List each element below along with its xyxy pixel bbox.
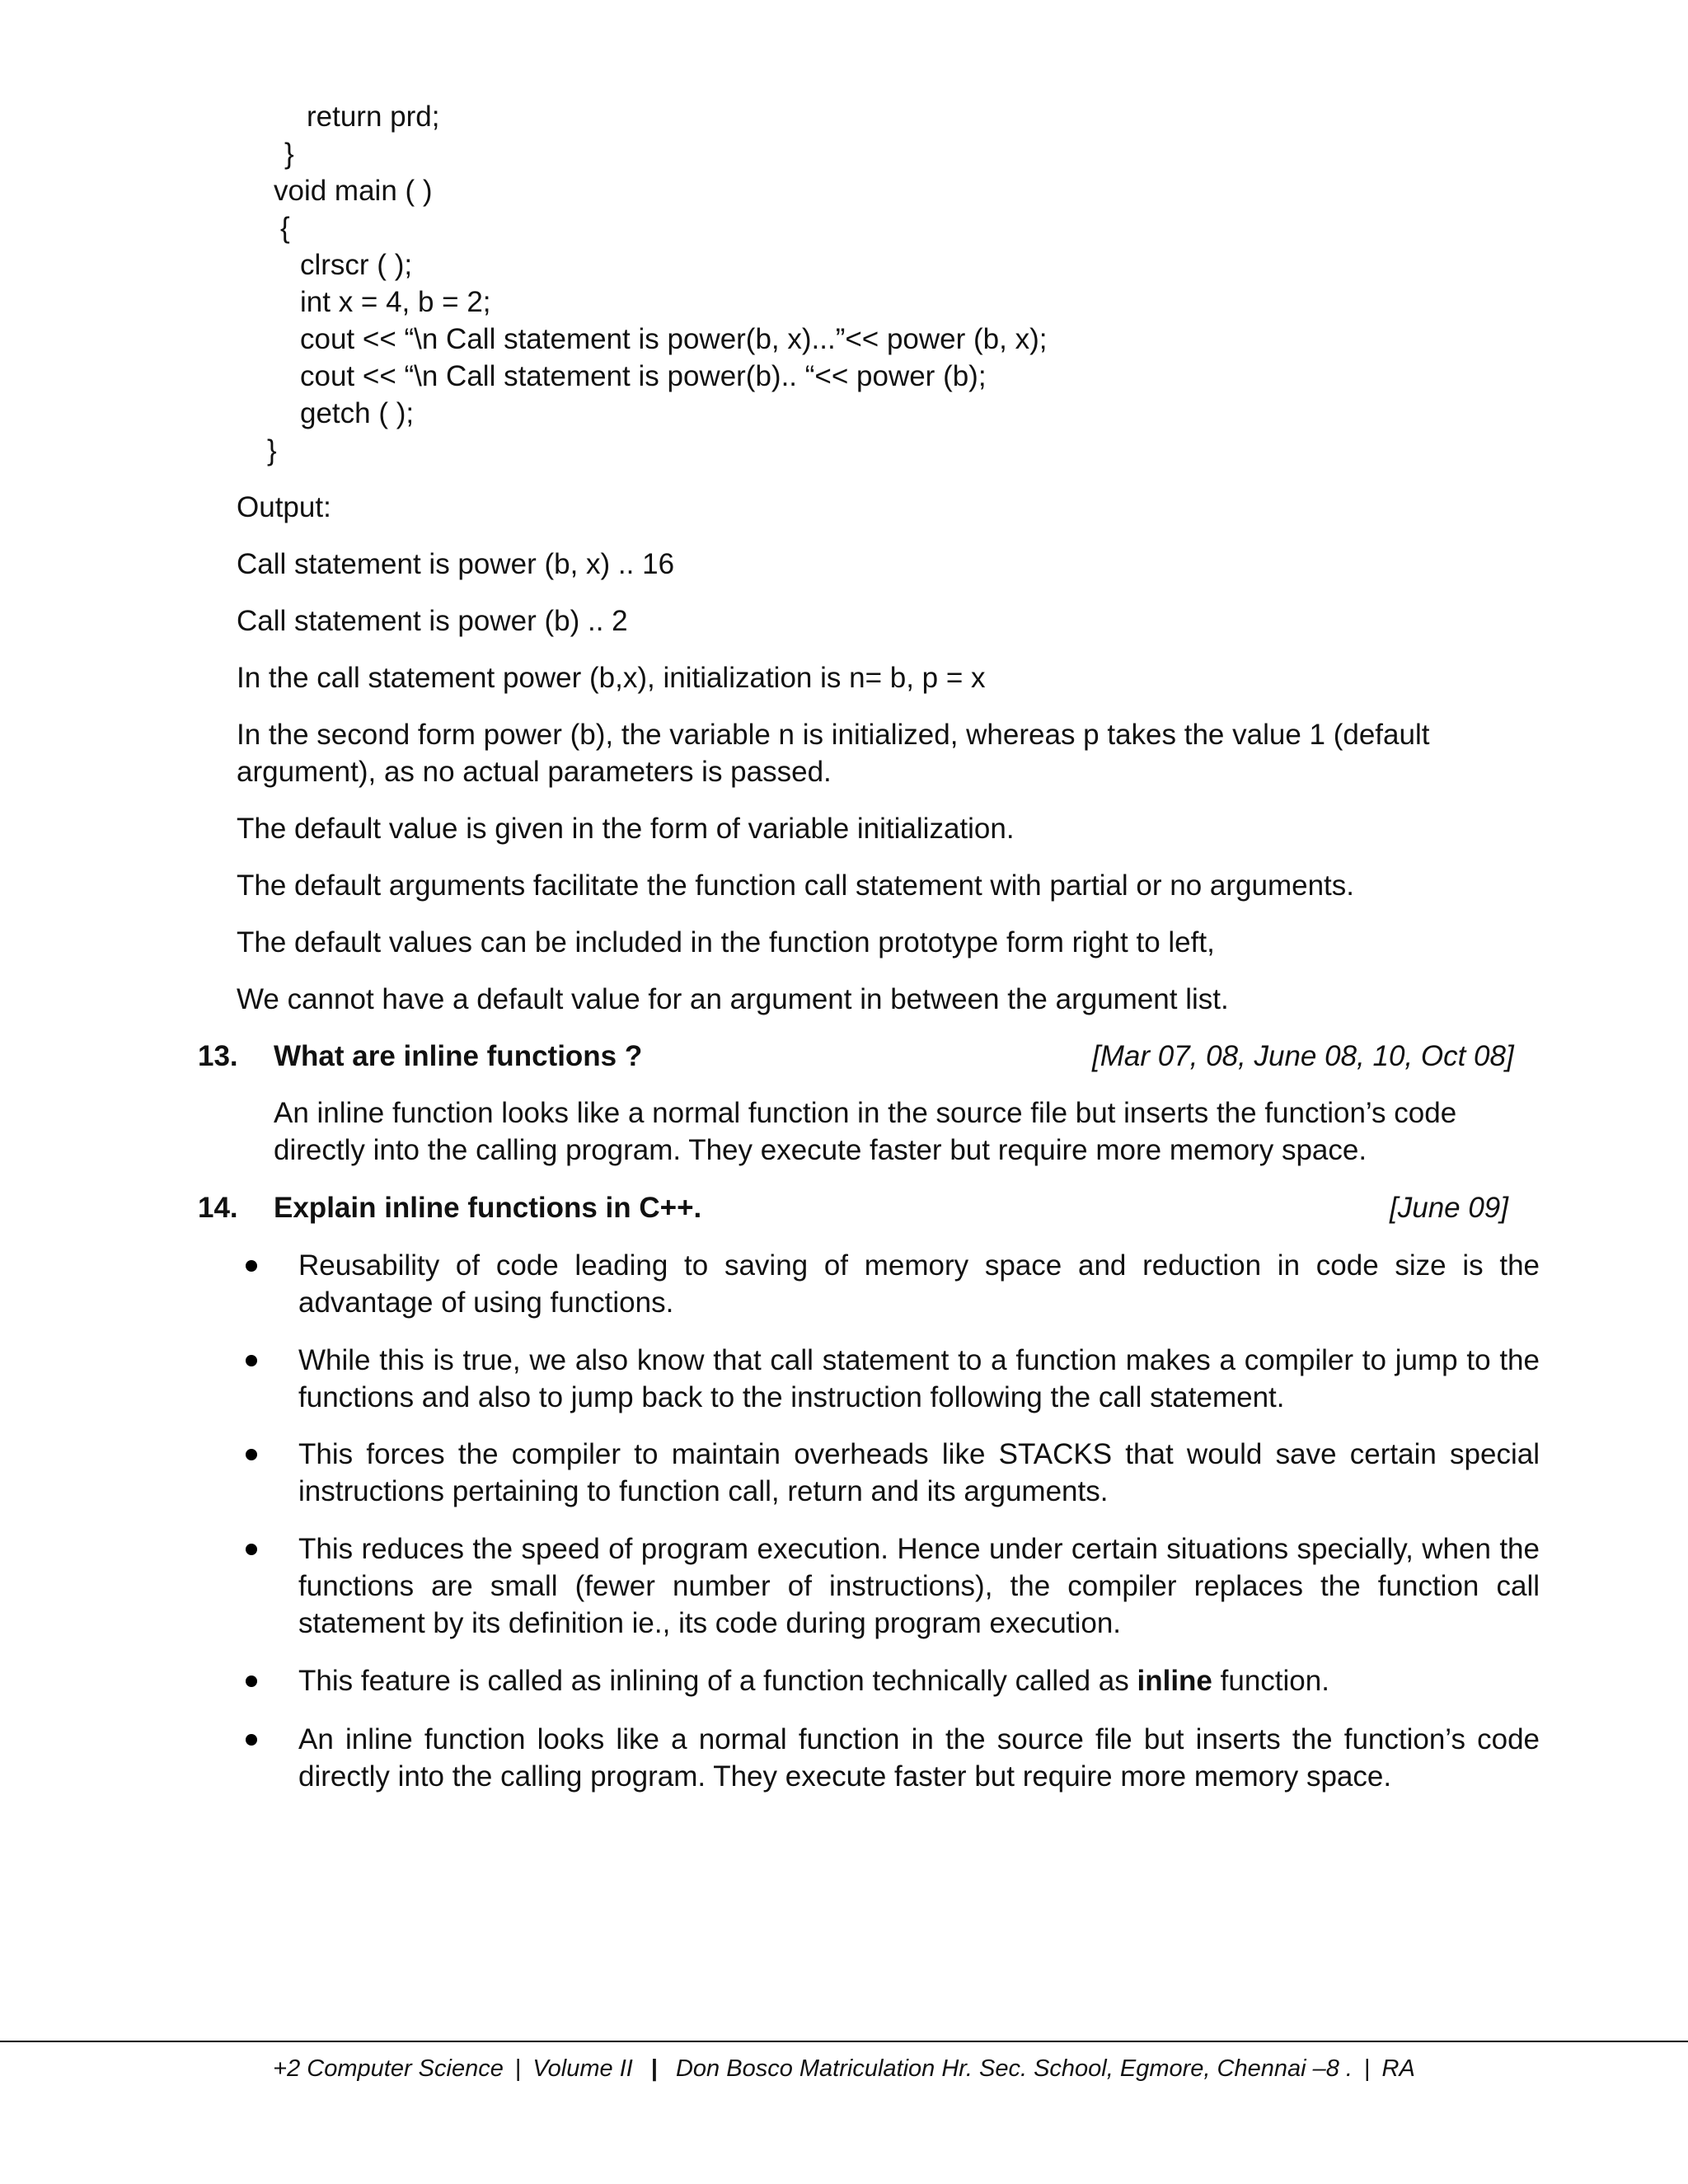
output-line: The default values can be included in the function prototype form right to left, xyxy=(237,926,1215,958)
code-line: } xyxy=(267,434,277,466)
output-line: Call statement is power (b, x) .. 16 xyxy=(237,548,675,580)
question-title: What are inline functions ? xyxy=(274,1040,643,1072)
footer-volume: Volume II xyxy=(532,2055,633,2082)
question-reference: [June 09] xyxy=(1390,1192,1508,1224)
code-line: return prd; xyxy=(307,101,440,133)
code-line: int x = 4, b = 2; xyxy=(300,286,491,318)
list-item-text: An inline function looks like a normal function in the source file but inserts the function’s code directly into the calling program. They execute faster but require more memory space. xyxy=(298,1723,1540,1793)
bold-term: inline xyxy=(1137,1665,1212,1697)
output-line: Call statement is power (b) .. 2 xyxy=(237,605,628,637)
output-line: We cannot have a default value for an argument in between the argument list. xyxy=(237,983,1229,1015)
list-item-text: This forces the compiler to maintain overheads like STACKS that would save certain special instructions pertaining to function call, return and its arguments. xyxy=(298,1438,1540,1507)
output-line: In the second form power (b), the variable n is initialized, whereas p takes the value 1 (default argument), as no actual parameters is passed. xyxy=(237,719,1430,788)
footer-divider xyxy=(0,2041,1688,2042)
bullet-icon xyxy=(246,1355,257,1366)
output-line: The default arguments facilitate the function call statement with partial or no arguments. xyxy=(237,869,1354,902)
bullet-icon xyxy=(246,1544,257,1555)
bullet-icon xyxy=(246,1734,257,1746)
page-footer xyxy=(0,2052,1688,2085)
footer-separator: | xyxy=(1363,2055,1371,2082)
list-item-text: While this is true, we also know that call statement to a function makes a compiler to jump to the functions and also to jump back to the instruction following the call statement. xyxy=(298,1344,1540,1413)
bullet-icon xyxy=(246,1260,257,1272)
code-line: cout << “\n Call statement is power(b, x)...”<< power (b, x); xyxy=(300,323,1048,355)
code-line: clrscr ( ); xyxy=(300,249,413,281)
footer-separator: | xyxy=(650,2055,658,2082)
footer-subject: +2 Computer Science xyxy=(273,2055,504,2082)
output-label: Output: xyxy=(237,491,331,523)
footer-initials: RA xyxy=(1381,2055,1415,2082)
bullet-icon xyxy=(246,1449,257,1460)
code-line: } xyxy=(284,138,294,170)
footer-school: Don Bosco Matriculation Hr. Sec. School, Egmore, Chennai –8 . xyxy=(675,2055,1353,2082)
code-line: getch ( ); xyxy=(300,397,415,429)
text-run: This feature is called as inlining of a function technically called as xyxy=(298,1665,1137,1697)
text-run: function. xyxy=(1212,1665,1329,1697)
code-line: void main ( ) xyxy=(274,175,433,207)
list-item-text xyxy=(298,1662,1540,1699)
question-answer: An inline function looks like a normal function in the source file but inserts the function’s code directly into the calling program. They execute faster but require more memory space. xyxy=(274,1097,1457,1166)
code-line: cout << “\n Call statement is power(b).. “<< power (b); xyxy=(300,360,987,392)
bullet-icon xyxy=(246,1675,257,1687)
question-title: Explain inline functions in C++. xyxy=(274,1192,702,1224)
output-line: The default value is given in the form of variable initialization. xyxy=(237,813,1015,845)
question-number: 13. xyxy=(198,1040,238,1072)
footer-separator: | xyxy=(514,2055,522,2082)
question-number: 14. xyxy=(198,1192,238,1224)
output-line: In the call statement power (b,x), initialization is n= b, p = x xyxy=(237,662,986,694)
list-item-text: Reusability of code leading to saving of memory space and reduction in code size is the advantage of using functions. xyxy=(298,1249,1540,1319)
code-line: { xyxy=(280,212,290,244)
question-reference: [Mar 07, 08, June 08, 10, Oct 08] xyxy=(1092,1040,1514,1072)
list-item-text: This reduces the speed of program execution. Hence under certain situations specially, when the functions are small (fewer number of instructions), the compiler replaces the function call statement by its definition ie., its code during program execution. xyxy=(298,1533,1540,1639)
